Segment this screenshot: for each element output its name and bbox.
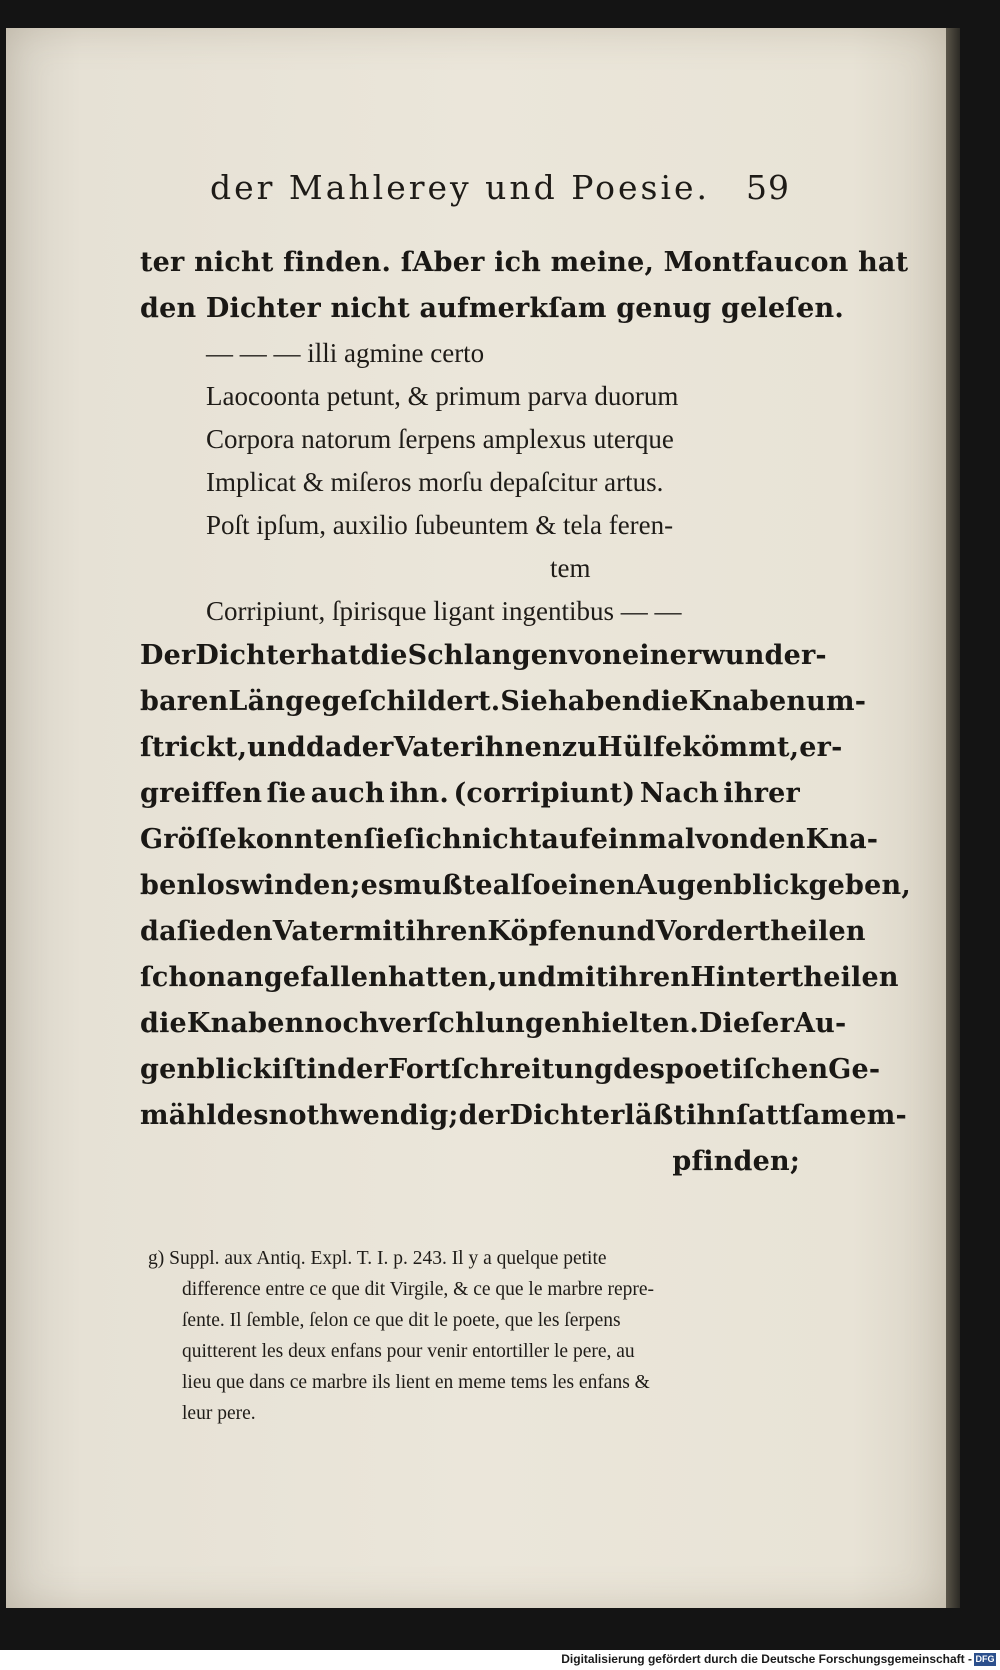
text-word: ſie bbox=[266, 778, 307, 809]
text-word: mußte bbox=[393, 870, 493, 901]
text-word: verſchlungen bbox=[378, 1008, 582, 1039]
text-word: auf bbox=[541, 824, 591, 855]
prose-paragraph bbox=[140, 633, 911, 1139]
footnote-line: lieu que dans ce marbre ils lient en meme tems les enfans & bbox=[182, 1372, 650, 1393]
text-word: ſie bbox=[363, 824, 404, 855]
verse-line: Corripiunt, ſpirisque ligant ingentibus — — bbox=[206, 596, 682, 626]
text-word: nothwendig; bbox=[268, 1100, 459, 1131]
text-word: Vater bbox=[272, 916, 354, 947]
text-line bbox=[140, 633, 827, 679]
text-word: noch bbox=[304, 1008, 379, 1039]
footnote-line: ſente. Il ſemble, ſelon ce que dit le poete, que les ſerpens bbox=[182, 1310, 621, 1331]
text-word: ter nicht finden. ſ bbox=[140, 247, 413, 278]
text-word: Kna- bbox=[805, 824, 879, 855]
text-word: geben, bbox=[808, 870, 911, 901]
funding-credit: Digitalisierung gefördert durch die Deutsche Forschungsgemeinschaft - bbox=[561, 1652, 972, 1666]
footnote bbox=[148, 1243, 804, 1429]
text-word: ihren bbox=[608, 962, 691, 993]
text-word: ſtrickt, bbox=[140, 732, 248, 763]
text-word: nicht bbox=[461, 824, 542, 855]
verse-line: Laocoonta petunt, & primum parva duorum bbox=[206, 381, 679, 411]
text-word: alſo bbox=[492, 870, 551, 901]
text-word: ſattſam bbox=[736, 1100, 850, 1131]
text-word: Hintertheilen bbox=[690, 962, 899, 993]
text-word: ſie bbox=[176, 916, 217, 947]
text-word: und bbox=[247, 732, 306, 763]
text-word: einen bbox=[550, 870, 636, 901]
running-head bbox=[210, 168, 800, 218]
text-word: Aber ich meine, Montfaucon hat bbox=[412, 247, 909, 278]
text-word: konnten bbox=[236, 824, 364, 855]
text-word: den Dichter nicht aufmerkſam genug geleſen. bbox=[140, 293, 844, 324]
verse-line: — — — illi agmine certo bbox=[206, 338, 485, 368]
text-word: zu bbox=[561, 732, 598, 763]
text-line bbox=[140, 771, 800, 817]
text-word: Hülfe bbox=[597, 732, 683, 763]
main-text bbox=[140, 240, 911, 1185]
text-word: ihn. bbox=[389, 778, 449, 809]
text-word: pfinden; bbox=[672, 1146, 800, 1177]
text-word: loswinden; bbox=[196, 870, 361, 901]
footnote-line: leur pere. bbox=[182, 1403, 256, 1424]
text-line-last bbox=[140, 1139, 800, 1185]
text-word: ſich bbox=[403, 824, 462, 855]
text-word: ihren bbox=[405, 916, 488, 947]
text-word: es bbox=[360, 870, 394, 901]
text-word: genblick bbox=[140, 1054, 272, 1085]
text-word: Knaben bbox=[688, 686, 807, 717]
text-word: Der bbox=[140, 640, 196, 671]
text-word: mit bbox=[353, 916, 406, 947]
text-word: er- bbox=[799, 732, 843, 763]
text-word: auch bbox=[310, 778, 385, 809]
text-word: ben bbox=[140, 870, 197, 901]
text-word: da bbox=[305, 732, 343, 763]
text-word: des bbox=[613, 1054, 665, 1085]
text-word: der bbox=[342, 732, 394, 763]
text-word: die bbox=[641, 686, 689, 717]
text-word: einer bbox=[621, 640, 702, 671]
digitization-footer bbox=[0, 1650, 1000, 1670]
text-line bbox=[140, 1093, 907, 1139]
verse-line: Poſt ipſum, auxilio ſubeuntem & tela feren- bbox=[206, 510, 674, 540]
page-edge bbox=[946, 28, 960, 1608]
text-line bbox=[140, 240, 909, 286]
text-word: Köpfen bbox=[487, 916, 597, 947]
verse-line: Corpora natorum ſerpens amplexus uterque bbox=[206, 424, 674, 454]
text-word: Ge- bbox=[828, 1054, 881, 1085]
text-line bbox=[140, 1047, 881, 1093]
footnote-line: g) Suppl. aux Antiq. Expl. T. I. p. 243. Il y a quelque petite bbox=[148, 1248, 607, 1269]
text-word: um- bbox=[806, 686, 867, 717]
text-word: ihnen bbox=[474, 732, 562, 763]
text-word: Knaben bbox=[186, 1008, 305, 1039]
text-word: einmal bbox=[590, 824, 696, 855]
text-line bbox=[140, 955, 899, 1001]
text-word: die bbox=[140, 1008, 187, 1039]
text-word: Augenblick bbox=[635, 870, 809, 901]
text-word: poetiſchen bbox=[664, 1054, 829, 1085]
text-line bbox=[140, 863, 911, 909]
text-word: da bbox=[140, 916, 177, 947]
text-word: der bbox=[458, 1100, 510, 1131]
text-word: ihrer bbox=[723, 778, 800, 809]
text-word: Dieſer bbox=[698, 1008, 794, 1039]
text-word: mähldes bbox=[140, 1100, 269, 1131]
text-line bbox=[140, 679, 867, 725]
text-word: iſt bbox=[271, 1054, 307, 1085]
text-word: hat bbox=[310, 640, 361, 671]
text-word: ihn bbox=[686, 1100, 737, 1131]
text-word: von bbox=[695, 824, 750, 855]
text-word: haben bbox=[547, 686, 642, 717]
footnote-line: difference entre ce que dit Virgile, & ce que le marbre repre- bbox=[182, 1279, 655, 1300]
text-line bbox=[140, 909, 866, 955]
text-word: Vordertheilen bbox=[655, 916, 866, 947]
text-word: Sie bbox=[500, 686, 548, 717]
text-word: ſchon bbox=[140, 962, 227, 993]
text-word: greiffen bbox=[140, 778, 263, 809]
page-number: 59 bbox=[746, 168, 790, 207]
text-word: und bbox=[497, 962, 557, 993]
text-word: Gröſſe bbox=[140, 824, 237, 855]
text-word: den bbox=[216, 916, 273, 947]
verse-line: Implicat & miſeros morſu depaſcitur artus. bbox=[206, 467, 664, 497]
text-word: der bbox=[337, 1054, 388, 1085]
text-word: angefallen bbox=[226, 962, 388, 993]
text-word: em- bbox=[849, 1100, 907, 1131]
text-word: Dichter bbox=[509, 1100, 625, 1131]
text-word: Nach bbox=[639, 778, 719, 809]
text-word: von bbox=[568, 640, 622, 671]
text-word: die bbox=[360, 640, 408, 671]
text-word: in bbox=[306, 1054, 338, 1085]
running-head-title: der Mahlerey und Poesie. bbox=[210, 168, 711, 207]
text-word: hielten. bbox=[581, 1008, 699, 1039]
text-word: läßt bbox=[624, 1100, 687, 1131]
text-word: den bbox=[749, 824, 806, 855]
verse-line-tail: tem bbox=[550, 553, 591, 583]
text-word: Au- bbox=[794, 1008, 847, 1039]
text-word: wunder- bbox=[701, 640, 827, 671]
text-word: (corripiunt) bbox=[453, 778, 636, 809]
text-line bbox=[140, 286, 844, 332]
text-word: Schlangen bbox=[407, 640, 569, 671]
text-word: Dichter bbox=[195, 640, 311, 671]
text-word: kömmt, bbox=[682, 732, 800, 763]
text-word: und bbox=[596, 916, 656, 947]
text-word: hatten, bbox=[387, 962, 498, 993]
footnote-line: quitterent les deux enfans pour venir entortiller le pere, au bbox=[182, 1341, 635, 1362]
text-word: Länge bbox=[228, 686, 322, 717]
text-word: baren bbox=[140, 686, 229, 717]
text-line bbox=[140, 725, 843, 771]
text-word: geſchildert. bbox=[321, 686, 501, 717]
text-word: Fortſchreitung bbox=[387, 1054, 614, 1085]
text-line bbox=[140, 817, 879, 863]
text-word: mit bbox=[556, 962, 609, 993]
text-line bbox=[140, 1001, 847, 1047]
text-word: Vater bbox=[393, 732, 475, 763]
dfg-logo: DFG bbox=[975, 1654, 995, 1664]
